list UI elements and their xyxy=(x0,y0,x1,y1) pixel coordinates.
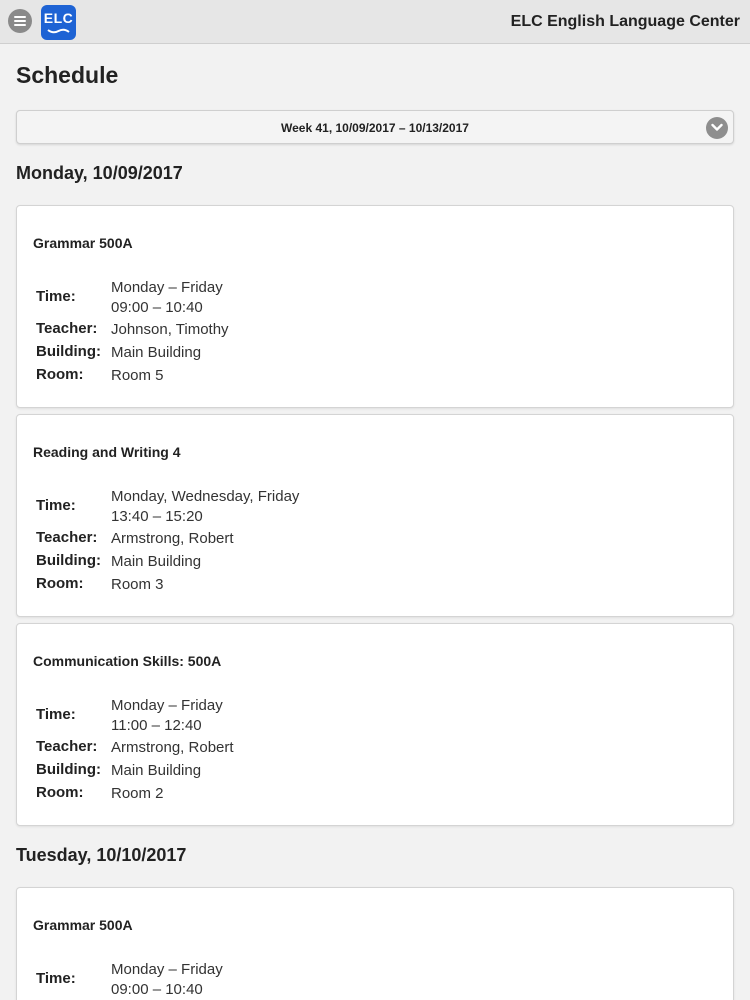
page-title: Schedule xyxy=(16,62,119,88)
class-card[interactable] xyxy=(16,623,734,826)
teacher-value: Armstrong, Robert xyxy=(111,530,234,547)
building-label: Building: xyxy=(36,343,101,360)
building-label: Building: xyxy=(36,552,101,569)
day-header-tuesday: Tuesday, 10/10/2017 xyxy=(16,845,187,865)
teacher-label: Teacher: xyxy=(36,529,98,546)
app-title: ELC English Language Center xyxy=(510,13,740,30)
class-card[interactable] xyxy=(16,205,734,408)
room-value: Room 2 xyxy=(111,785,164,802)
week-selector-value: Week 41, 10/09/2017 – 10/13/2017 xyxy=(281,121,469,135)
class-hours: 13:40 – 15:20 xyxy=(111,508,203,525)
hamburger-menu-icon[interactable] xyxy=(8,9,32,33)
teacher-value: Johnson, Timothy xyxy=(111,321,229,338)
top-bar xyxy=(0,0,750,44)
room-value: Room 5 xyxy=(111,367,164,384)
course-title: Grammar 500A xyxy=(33,235,133,251)
week-selector[interactable] xyxy=(16,110,734,144)
building-value: Main Building xyxy=(111,344,202,361)
class-hours: 11:00 – 12:40 xyxy=(111,717,202,734)
course-title: Reading and Writing 4 xyxy=(33,444,181,460)
room-label: Room: xyxy=(36,366,84,383)
room-label: Room: xyxy=(36,784,84,801)
class-hours: 09:00 – 10:40 xyxy=(111,299,203,316)
chevron-down-icon[interactable] xyxy=(706,117,728,139)
course-title: Grammar 500A xyxy=(33,917,133,933)
teacher-label: Teacher: xyxy=(36,320,98,337)
class-card[interactable] xyxy=(16,887,734,1000)
room-value: Room 3 xyxy=(111,576,164,593)
class-days: Monday – Friday xyxy=(111,697,223,714)
day-header-monday: Monday, 10/09/2017 xyxy=(16,163,183,183)
elc-logo[interactable] xyxy=(41,5,76,40)
course-title: Communication Skills: 500A xyxy=(33,653,222,669)
wave-icon xyxy=(47,28,70,34)
teacher-value: Armstrong, Robert xyxy=(111,739,234,756)
logo-text: ELC xyxy=(43,10,74,26)
teacher-label: Teacher: xyxy=(36,738,98,755)
time-label: Time: xyxy=(36,970,76,987)
time-label: Time: xyxy=(36,706,76,723)
building-value: Main Building xyxy=(111,553,202,570)
class-hours: 09:00 – 10:40 xyxy=(111,981,203,998)
building-value: Main Building xyxy=(111,762,202,779)
class-days: Monday, Wednesday, Friday xyxy=(111,488,300,505)
room-label: Room: xyxy=(36,575,84,592)
building-label: Building: xyxy=(36,761,101,778)
class-days: Monday – Friday xyxy=(111,279,223,296)
class-days: Monday – Friday xyxy=(111,961,223,978)
class-card[interactable] xyxy=(16,414,734,617)
time-label: Time: xyxy=(36,497,76,514)
time-label: Time: xyxy=(36,288,76,305)
